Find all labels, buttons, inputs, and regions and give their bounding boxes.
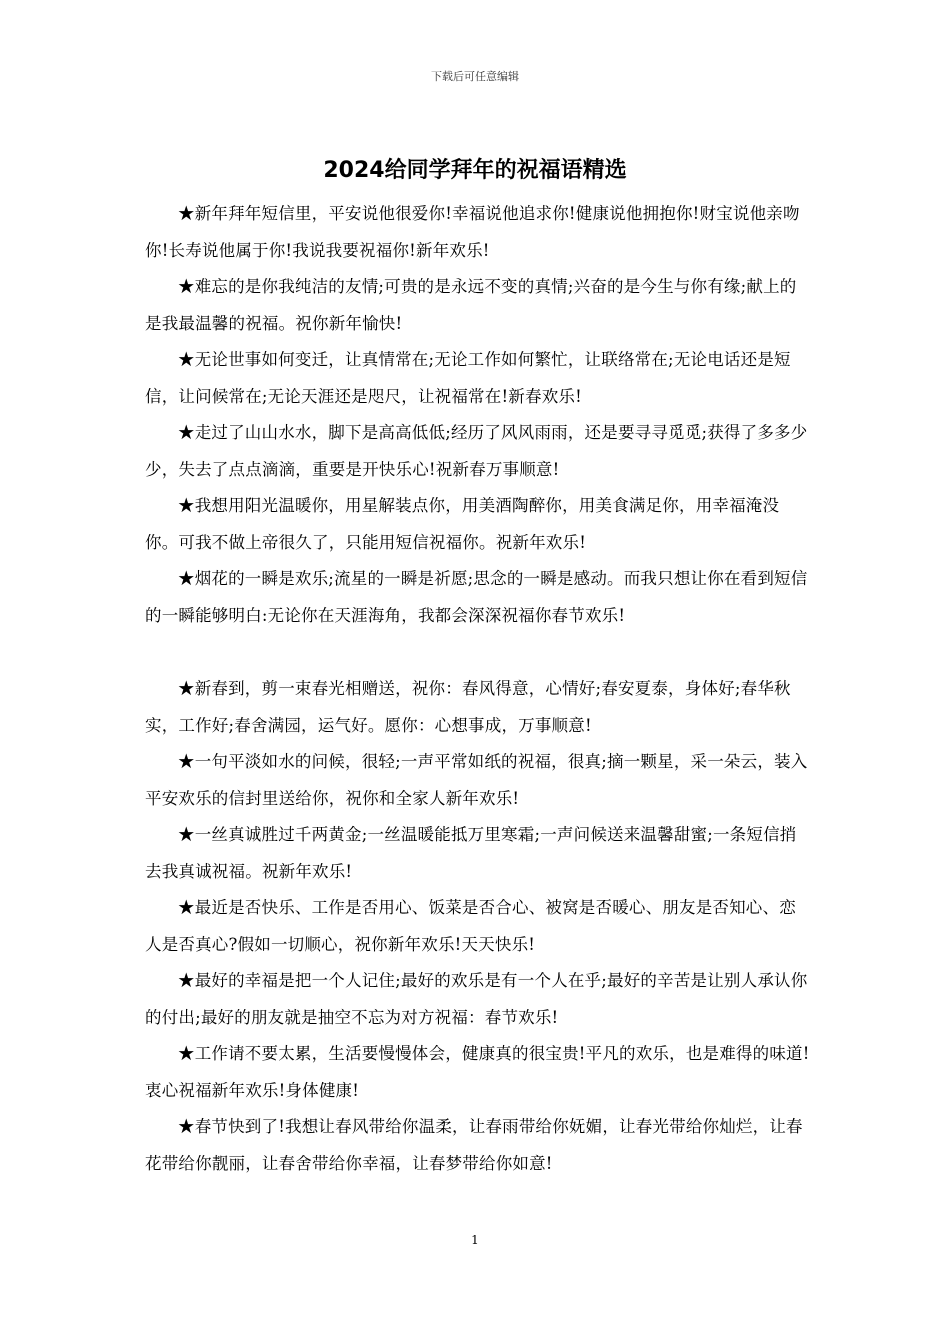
- document-body: [145, 196, 810, 1182]
- paragraph-spacer: [145, 634, 810, 671]
- blessing-paragraph: ★无论世事如何变迁，让真情常在;无论工作如何繁忙，让联络常在;无论电话还是短信，让问候常在;无论天涯还是咫尺，让祝福常在!新春欢乐!: [145, 350, 791, 406]
- page-number: 1: [471, 1233, 479, 1247]
- page-header: 下载后可任意编辑: [431, 70, 519, 83]
- document-title: 2024给同学拜年的祝福语精选: [323, 158, 627, 183]
- blessing-paragraph: ★新年拜年短信里，平安说他很爱你!幸福说他追求你!健康说他拥抱你!财宝说他亲吻你!长寿说他属于你!我说我要祝福你!新年欢乐!: [145, 204, 800, 260]
- blessing-paragraph: ★最好的幸福是把一个人记住;最好的欢乐是有一个人在乎;最好的辛苦是让别人承认你的付出;最好的朋友就是抽空不忘为对方祝福：春节欢乐!: [145, 971, 808, 1027]
- blessing-paragraph: ★一句平淡如水的问候，很轻;一声平常如纸的祝福，很真;摘一颗星，采一朵云，装入平安欢乐的信封里送给你，祝你和全家人新年欢乐!: [145, 752, 808, 808]
- blessing-paragraph: ★一丝真诚胜过千两黄金;一丝温暖能抵万里寒霜;一声问候送来温馨甜蜜;一条短信捎去我真诚祝福。祝新年欢乐!: [145, 825, 797, 881]
- blessing-paragraph: ★最近是否快乐、工作是否用心、饭菜是否合心、被窝是否暖心、朋友是否知心、恋人是否真心?假如一切顺心，祝你新年欢乐!天天快乐!: [145, 898, 796, 954]
- blessing-paragraph: ★难忘的是你我纯洁的友情;可贵的是永远不变的真情;兴奋的是今生与你有缘;献上的是我最温馨的祝福。祝你新年愉快!: [145, 277, 797, 333]
- blessing-paragraph: ★新春到，剪一束春光相赠送，祝你：春风得意，心情好;春安夏泰，身体好;春华秋实，工作好;春舍满园，运气好。愿你：心想事成，万事顺意!: [145, 679, 791, 735]
- blessing-paragraph: ★我想用阳光温暖你，用星解装点你，用美酒陶醉你，用美食满足你，用幸福淹没你。可我不做上帝很久了，只能用短信祝福你。祝新年欢乐!: [145, 496, 780, 552]
- blessing-paragraph: ★走过了山山水水，脚下是高高低低;经历了风风雨雨，还是要寻寻觅觅;获得了多多少少，失去了点点滴滴，重要是开快乐心!祝新春万事顺意!: [145, 423, 808, 479]
- blessing-paragraph: ★春节快到了!我想让春风带给你温柔，让春雨带给你妩媚，让春光带给你灿烂，让春花带给你靓丽，让春舍带给你幸福，让春梦带给你如意!: [145, 1117, 803, 1173]
- blessing-paragraph: ★烟花的一瞬是欢乐;流星的一瞬是祈愿;思念的一瞬是感动。而我只想让你在看到短信的一瞬能够明白:无论你在天涯海角，我都会深深祝福你春节欢乐!: [145, 569, 808, 625]
- blessing-paragraph: ★工作请不要太累，生活要慢慢体会，健康真的很宝贵!平凡的欢乐，也是难得的味道!衷心祝福新年欢乐!身体健康!: [145, 1044, 810, 1100]
